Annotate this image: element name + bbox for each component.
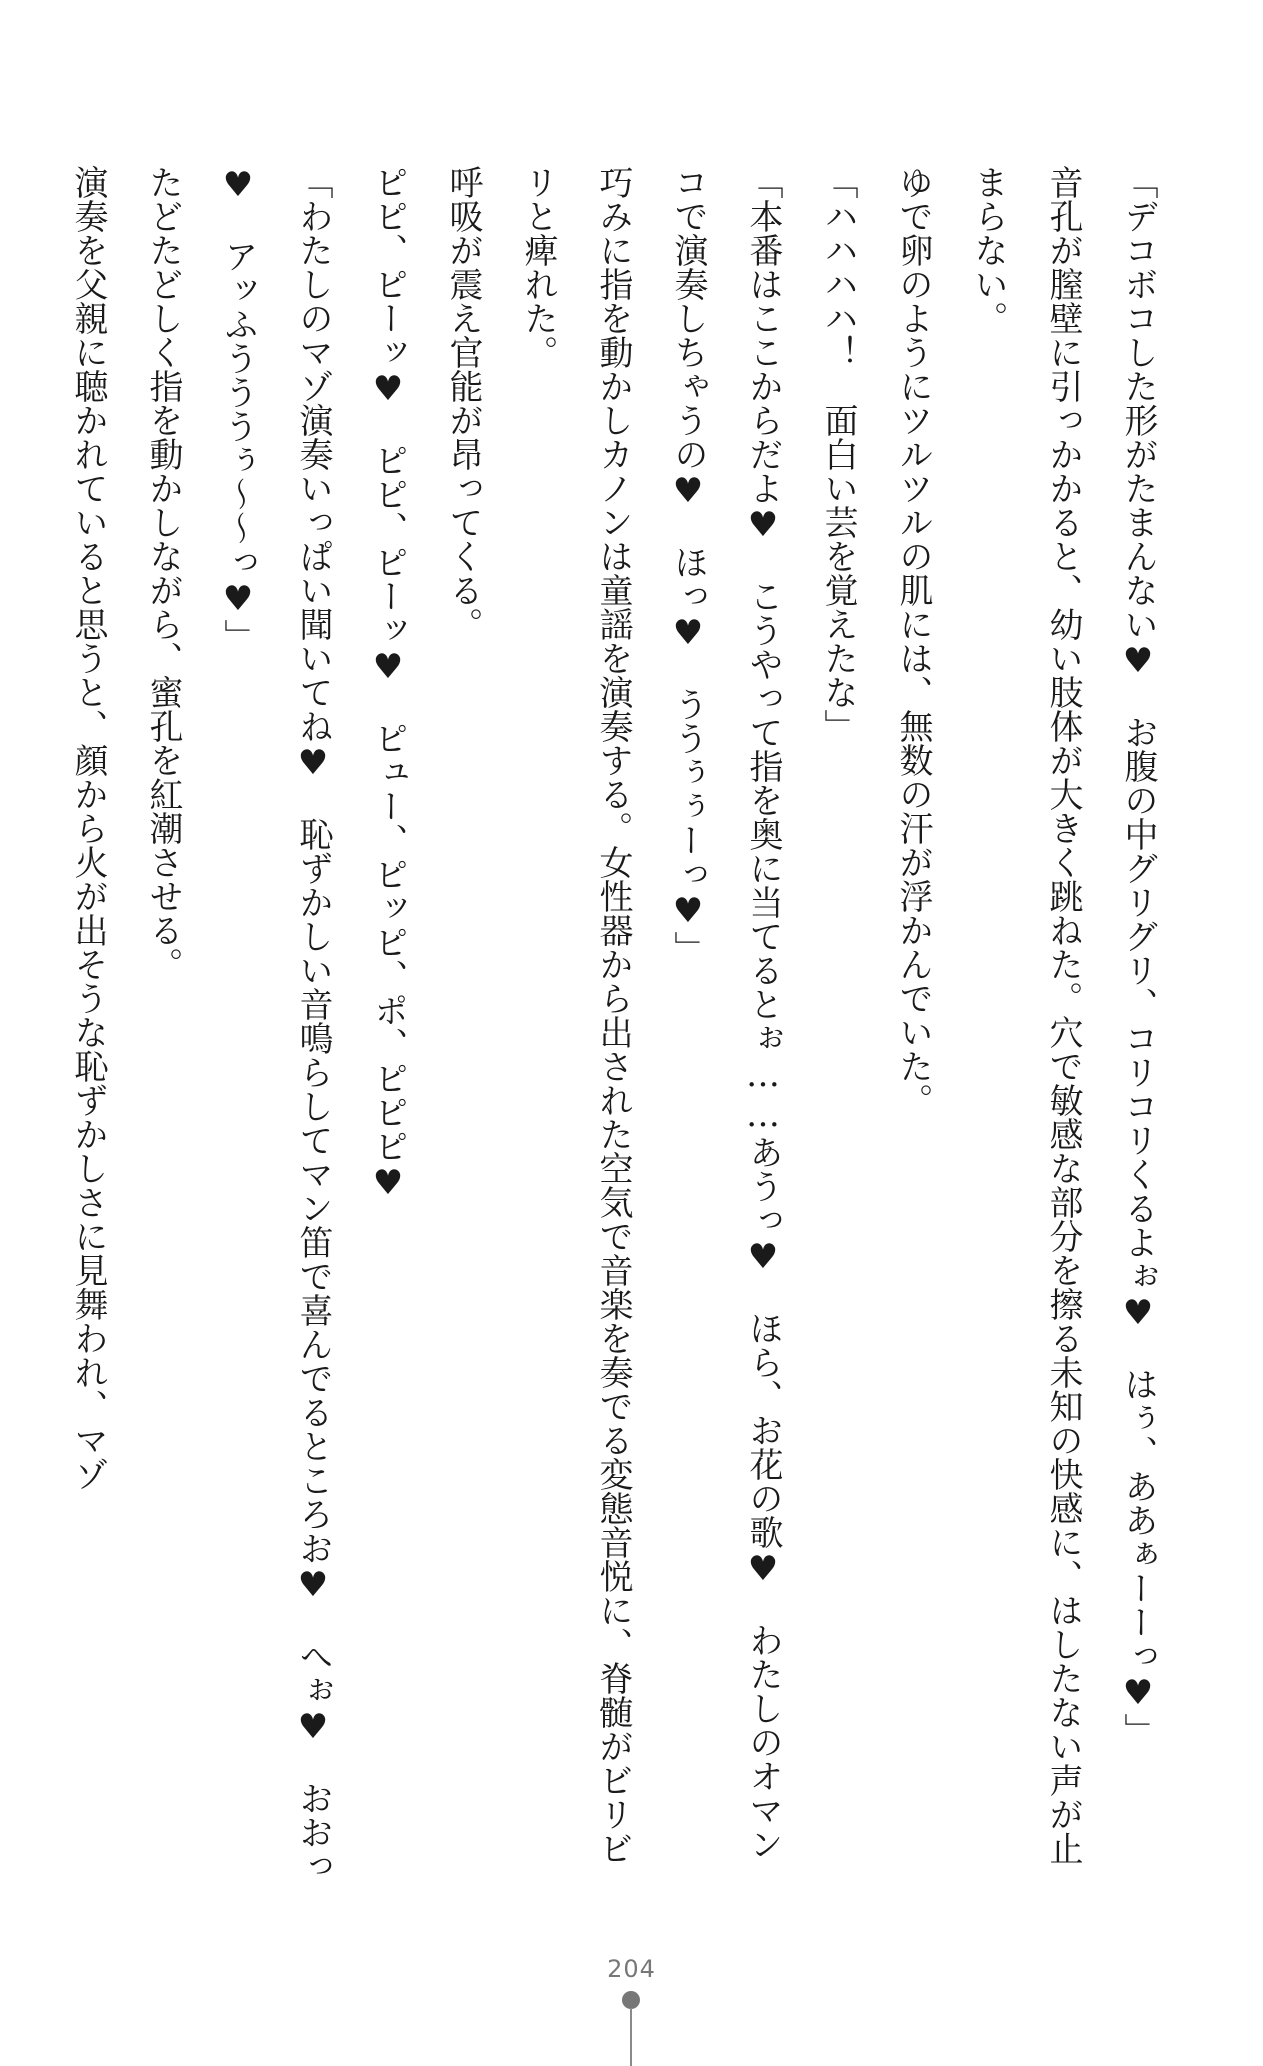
paragraph: 「わたしのマゾ演奏いっぱい聞いてね♥ 恥ずかしい音鳴らしてマン笛で喜んでるところお♥ へぉ♥ おおっ♥ アッふうううぅ〜〜っ♥」 bbox=[218, 165, 333, 1883]
page-marker-line bbox=[630, 2008, 632, 2066]
paragraph: 音孔が膣壁に引っかかると、幼い肢体が大きく跳ねた。穴で敏感な部分を擦る未知の快感に、はしたない声が止まらない。 bbox=[968, 165, 1083, 1865]
page-number: 204 bbox=[607, 1955, 656, 1983]
vertical-body-text bbox=[50, 165, 1175, 1885]
paragraph: 「ハハハハ！ 面白い芸を覚えたな」 bbox=[818, 165, 858, 743]
paragraph: 演奏を父親に聴かれていると思うと、顔から火が出そうな恥ずかしさに見舞われ、マゾ bbox=[68, 165, 108, 1491]
paragraph: 巧みに指を動かしカノンは童謡を演奏する。女性器から出された空気で音楽を奏でる変態音悦に、脊髄がビリビリと痺れた。 bbox=[518, 165, 633, 1865]
paragraph: 「デコボコした形がたまんない♥ お腹の中グリグリ、コリコリくるよぉ♥ はぅ、ああぁーーっ♥」 bbox=[1118, 165, 1158, 1747]
paragraph: 呼吸が震え官能が昂ってくる。 bbox=[443, 165, 483, 641]
paragraph: ピピ、ピーッ♥ ピピ、ピーッ♥ ピュー、ピッピ、ポ、ピピピ♥ bbox=[368, 165, 408, 1203]
paragraph: ゆで卵のようにツルツルの肌には、無数の汗が浮かんでいた。 bbox=[893, 165, 933, 1117]
page-marker-dot-icon bbox=[622, 1991, 640, 2009]
paragraph: たどたどしく指を動かしながら、蜜孔を紅潮させる。 bbox=[143, 165, 183, 981]
paragraph: 「本番はここからだよ♥ こうやって指を奥に当てるとぉ……あうっ♥ ほら、お花の歌♥ わたしのオマンコで演奏しちゃうの♥ ほっ♥ ううぅぅーっ♥」 bbox=[668, 165, 783, 1861]
